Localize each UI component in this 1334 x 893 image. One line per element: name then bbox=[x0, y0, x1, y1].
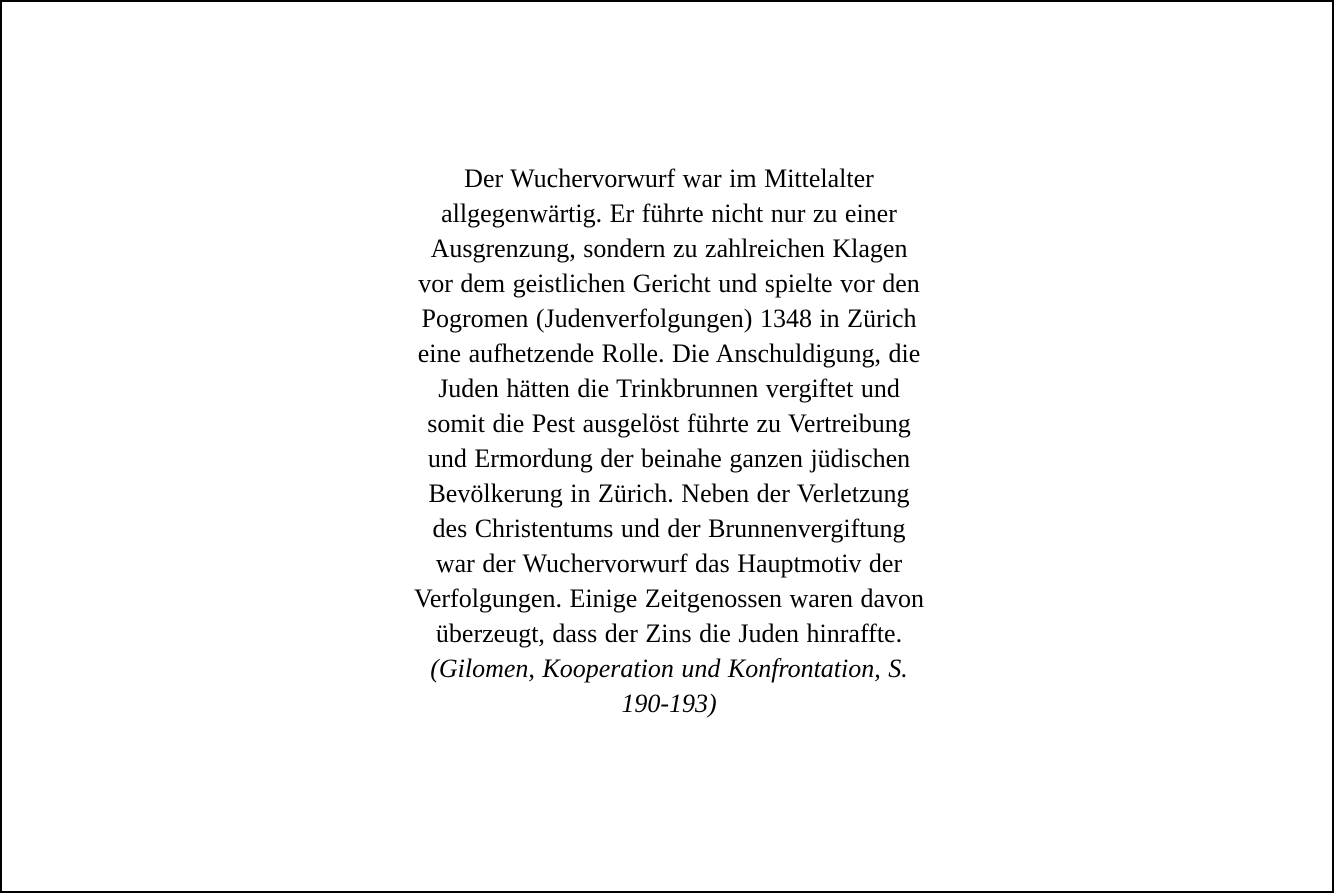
citation-line: 190-193) bbox=[621, 689, 717, 718]
citation-line: (Gilomen, Kooperation und Konfrontation, S. bbox=[430, 654, 908, 683]
passage-line: vor dem geistlichen Gericht und spielte vor den bbox=[418, 269, 920, 298]
passage-line: allgegenwärtig. Er führte nicht nur zu einer bbox=[441, 199, 897, 228]
text-passage bbox=[364, 161, 974, 721]
passage-line: Juden hätten die Trinkbrunnen vergiftet und bbox=[438, 374, 900, 403]
passage-line: und Ermordung der beinahe ganzen jüdischen bbox=[427, 444, 911, 473]
passage-line: überzeugt, dass der Zins die Juden hinraffte. bbox=[435, 619, 903, 648]
passage-line: des Christentums und der Brunnenvergiftung bbox=[432, 514, 906, 543]
passage-line: somit die Pest ausgelöst führte zu Vertreibung bbox=[427, 409, 911, 438]
passage-line: Der Wuchervorwurf war im Mittelalter bbox=[464, 164, 874, 193]
passage-line: war der Wuchervorwurf das Hauptmotiv der bbox=[435, 549, 903, 578]
passage-line: Pogromen (Judenverfolgungen) 1348 in Zürich bbox=[421, 304, 917, 333]
passage-line: Ausgrenzung, sondern zu zahlreichen Klagen bbox=[430, 234, 908, 263]
passage-line: eine aufhetzende Rolle. Die Anschuldigung, die bbox=[417, 339, 921, 368]
passage-line: Bevölkerung in Zürich. Neben der Verletzung bbox=[428, 479, 910, 508]
passage-line: Verfolgungen. Einige Zeitgenossen waren davon bbox=[413, 584, 925, 613]
